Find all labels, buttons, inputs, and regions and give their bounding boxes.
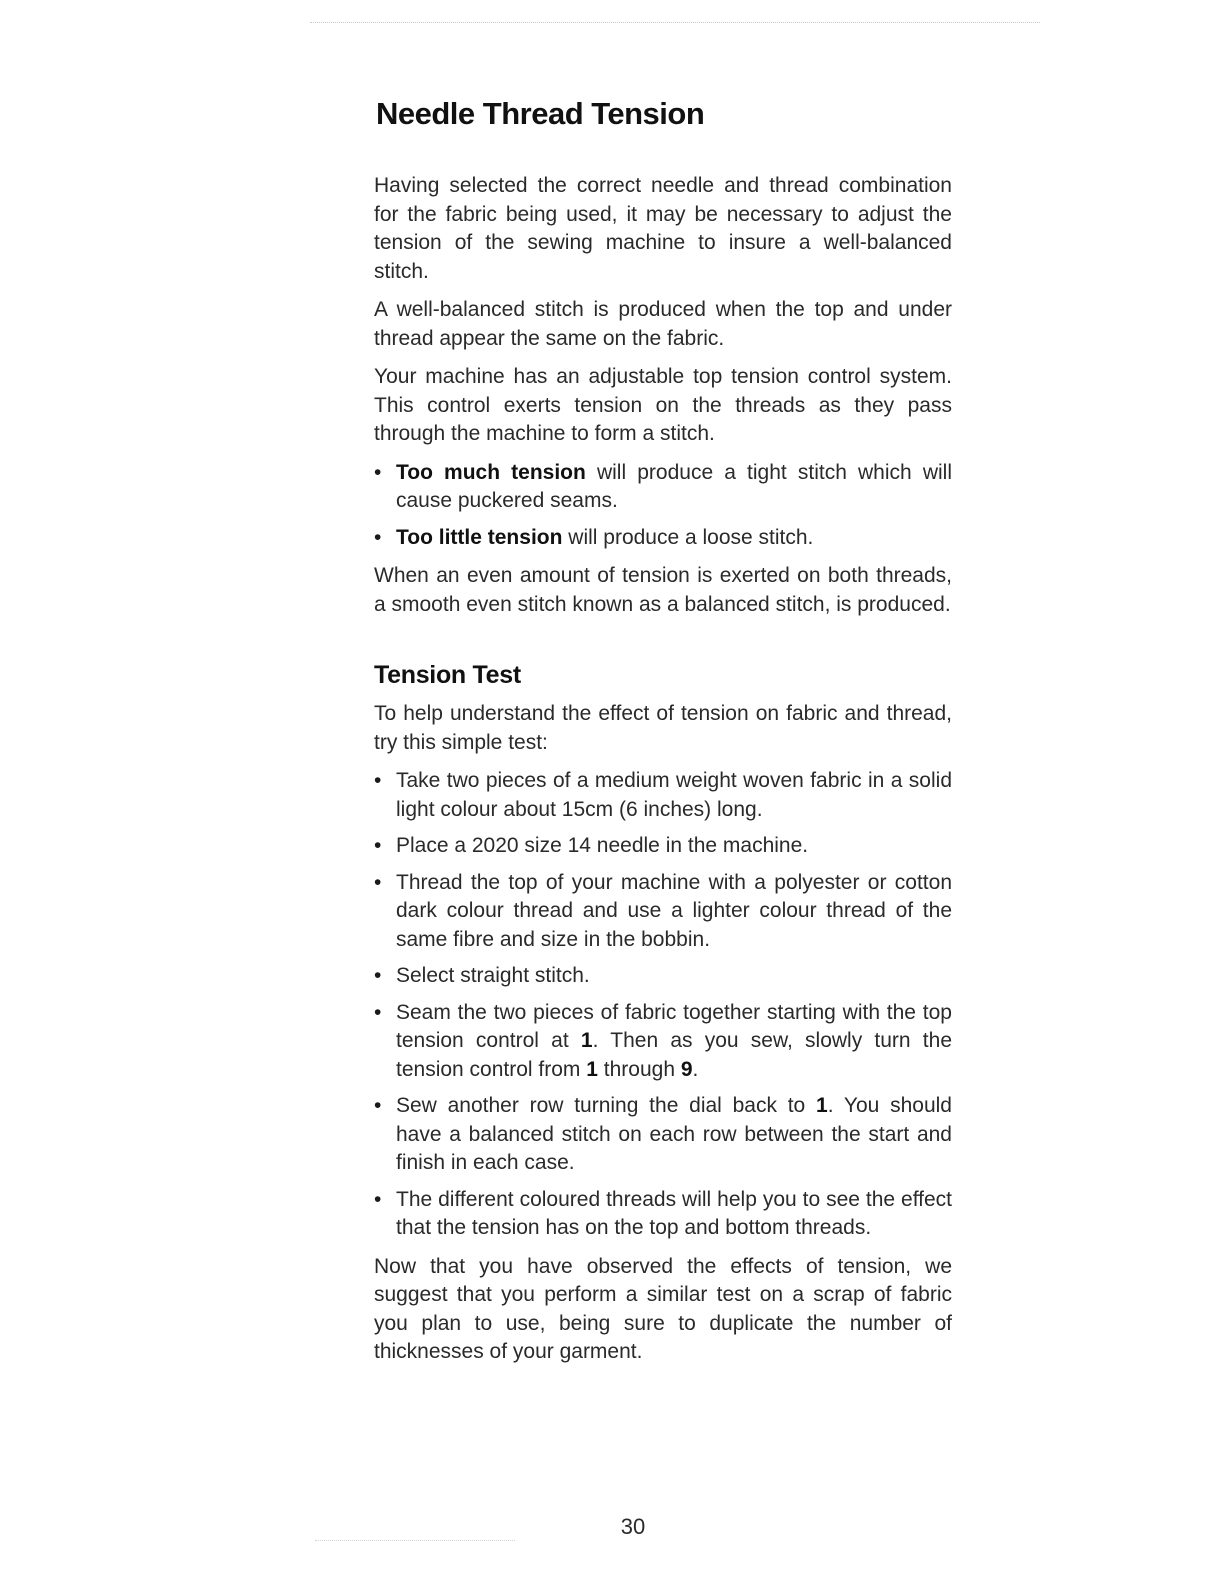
- tension-setting-value: 9: [680, 1057, 693, 1081]
- bullet-icon: •: [374, 1000, 382, 1024]
- scan-artifact-bottom: [315, 1540, 515, 1543]
- intro-paragraph-3: Your machine has an adjustable top tension control system. This control exerts tension on the threads as they pass through the machine to form a stitch.: [374, 365, 952, 445]
- balanced-stitch-paragraph: When an even amount of tension is exerted on both threads, a smooth even stitch known as a balanced stitch, is produced.: [374, 564, 952, 616]
- test-intro-paragraph: To help understand the effect of tension on fabric and thread, try this simple test:: [374, 702, 952, 754]
- test-step: [374, 767, 952, 824]
- section-heading-tension-test: Tension Test: [374, 661, 521, 689]
- too-little-tension-text: will produce a loose stitch.: [562, 525, 814, 549]
- test-step-text: The different coloured threads will help you to see the effect that the tension has on the top and bottom threads.: [396, 1187, 952, 1239]
- too-much-tension-text: will produce a tight stitch which will cause puckered seams.: [396, 460, 952, 512]
- tension-setting-value: 1: [586, 1057, 598, 1081]
- bullet-icon: •: [374, 964, 382, 987]
- intro-paragraph-1: Having selected the correct needle and thread combination for the fabric being used, it may be necessary to adjust the tension of the sewing machine to insure a well-balanced stitch.: [374, 174, 952, 283]
- tension-setting-value: 1: [580, 1029, 593, 1052]
- bullet-icon: •: [374, 834, 382, 857]
- test-step-text: . You should have a balanced stitch on each row between the start and finish in each case.: [396, 1094, 952, 1174]
- test-step: [374, 1092, 952, 1178]
- bullet-icon: •: [374, 460, 382, 484]
- test-step: [374, 962, 952, 991]
- test-step-text: . Then as you sew, slowly turn the tension control from: [396, 1029, 953, 1081]
- tension-setting-value: 1: [816, 1094, 828, 1117]
- tension-effects-list: [374, 459, 952, 553]
- bullet-icon: •: [374, 1094, 382, 1117]
- test-step-text: Place a 2020 size 14 needle in the machine.: [396, 834, 809, 857]
- test-step: [374, 1186, 952, 1243]
- test-step-text: Select straight stitch.: [396, 964, 590, 987]
- scan-artifact-top: [310, 22, 1040, 25]
- term-too-much-tension: Too much tension: [396, 460, 586, 484]
- list-item-too-much-tension: [374, 459, 952, 516]
- closing-paragraph: Now that you have observed the effects of tension, we suggest that you perform a similar test on a scrap of fabric you plan to use, being sure to duplicate the number of thicknesses of your garment.: [374, 1254, 952, 1363]
- page-title: Needle Thread Tension: [376, 96, 705, 131]
- page-content: [374, 96, 952, 1377]
- test-step: [374, 832, 952, 861]
- test-step-text: Take two pieces of a medium weight woven fabric in a solid light colour about 15cm (6 inches) long.: [396, 769, 952, 821]
- test-step-text: Sew another row turning the dial back to: [396, 1094, 816, 1117]
- list-item-too-little-tension: [374, 524, 952, 553]
- test-step-text: Thread the top of your machine with a polyester or cotton dark colour thread and use a lighter colour thread of the same fibre and size in the bobbin.: [396, 870, 952, 951]
- bullet-icon: •: [374, 1187, 382, 1211]
- term-too-little-tension: Too little tension: [396, 525, 563, 549]
- test-step: [374, 869, 952, 955]
- test-step-text: Seam the two pieces of fabric together starting with the top tension control at: [396, 1000, 952, 1052]
- page-number: 30: [620, 1514, 646, 1539]
- bullet-icon: •: [374, 525, 382, 549]
- bullet-icon: •: [374, 870, 382, 894]
- test-step-text: through: [597, 1057, 681, 1081]
- intro-paragraph-2: A well-balanced stitch is produced when the top and under thread appear the same on the fabric.: [374, 298, 952, 350]
- bullet-icon: •: [374, 769, 382, 792]
- test-steps-list: [374, 767, 952, 1243]
- test-step: [374, 999, 952, 1085]
- test-step-text: .: [692, 1057, 699, 1081]
